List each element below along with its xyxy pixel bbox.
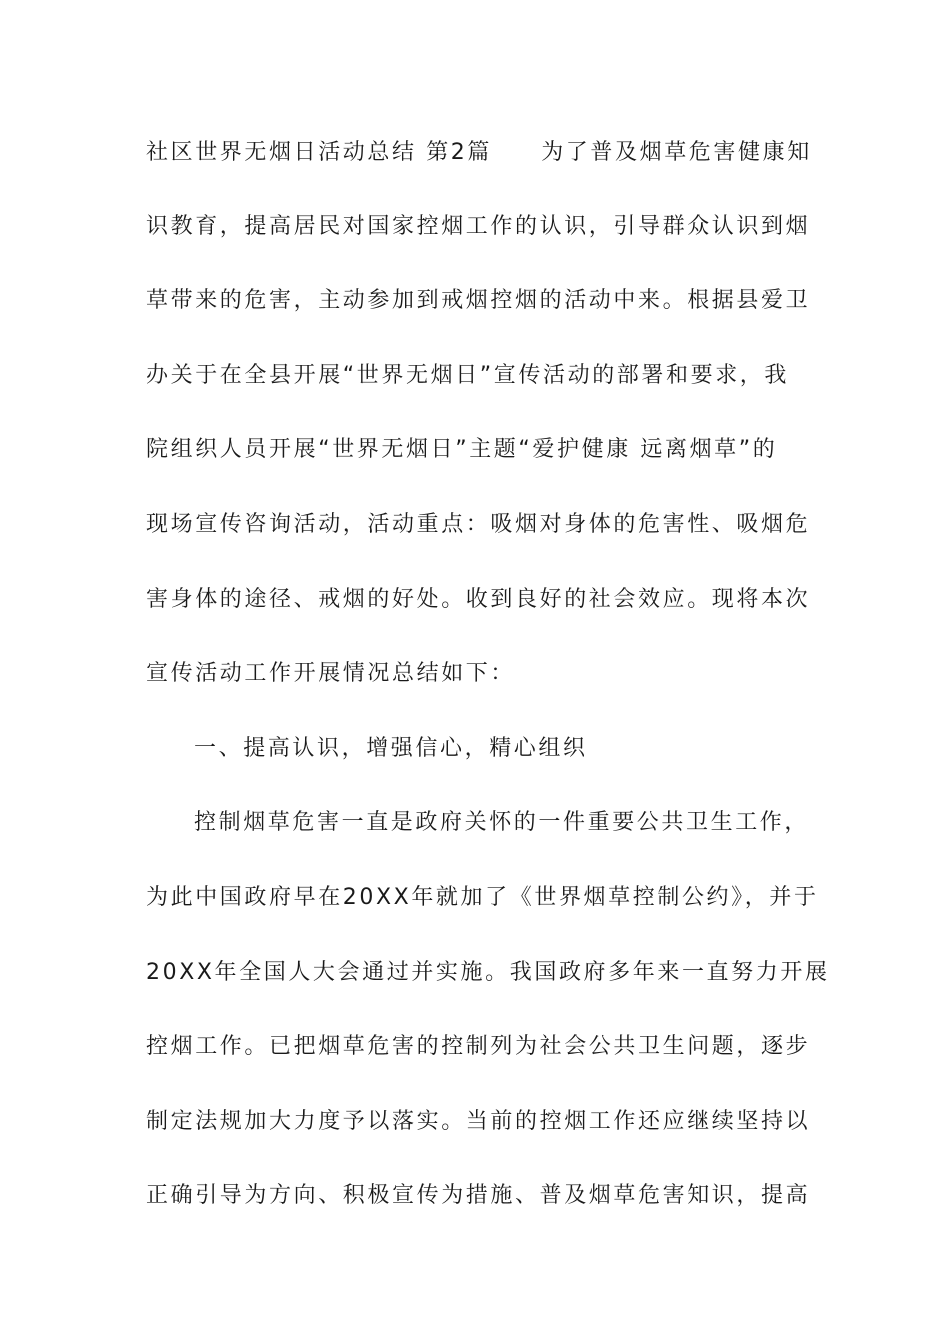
text-line: 识教育，提高居民对国家控烟工作的认识，引导群众认识到烟 <box>146 214 811 239</box>
section-heading: 一、提高认识，增强信心，精心组织 <box>194 736 588 761</box>
text-line: 控烟工作。已把烟草危害的控制列为社会公共卫生问题，逐步 <box>146 1034 811 1059</box>
text-line: 正确引导为方向、积极宣传为措施、普及烟草危害知识，提高 <box>146 1183 811 1208</box>
text-line: 现场宣传咨询活动，活动重点：吸烟对身体的危害性、吸烟危 <box>146 512 811 537</box>
text-line: 20XX年全国人大会通过并实施。我国政府多年来一直努力开展 <box>146 960 830 985</box>
text-line: 制定法规加大力度予以落实。当前的控烟工作还应继续坚持以 <box>146 1109 811 1134</box>
text-line: 控制烟草危害一直是政府关怀的一件重要公共卫生工作， <box>194 810 810 835</box>
text-line: 办关于在全县开展“世界无烟日”宣传活动的部署和要求，我 <box>146 363 789 388</box>
text-line: 宣传活动工作开展情况总结如下： <box>146 661 516 686</box>
text-line: 害身体的途径、戒烟的好处。收到良好的社会效应。现将本次 <box>146 587 811 612</box>
text-line: 院组织人员开展“世界无烟日”主题“爱护健康 远离烟草”的 <box>146 437 778 462</box>
text-line: 社区世界无烟日活动总结 第2篇 为了普及烟草危害健康知 <box>146 140 812 165</box>
text-line: 草带来的危害，主动参加到戒烟控烟的活动中来。根据县爱卫 <box>146 288 811 313</box>
text-line: 为此中国政府早在20XX年就加了《世界烟草控制公约》，并于 <box>146 885 819 910</box>
